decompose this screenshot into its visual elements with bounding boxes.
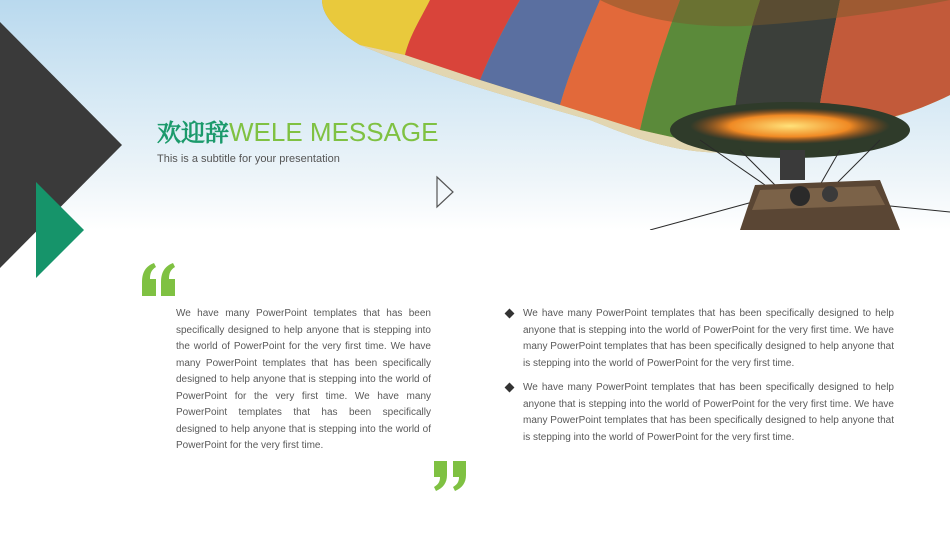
open-quote-icon (140, 262, 178, 298)
page-subtitle: This is a subtitle for your presentation (157, 153, 340, 165)
close-quote-icon (432, 460, 470, 492)
list-item (505, 380, 894, 446)
diamond-bullet-icon (505, 309, 515, 319)
title-english: WELE MESSAGE (229, 117, 439, 147)
decorative-triangles (0, 0, 130, 290)
hot-air-balloon-banner (0, 0, 950, 230)
list-item-text: We have many PowerPoint templates that has been specifically designed to help anyone that is stepping into the world of PowerPoint for the very first time. We have many PowerPoint templates that has been specifically designed to help anyone that is stepping into the world of PowerPoint for the very first time. (523, 308, 894, 369)
list-item (505, 306, 894, 372)
page-title (157, 116, 439, 149)
diamond-bullet-icon (505, 383, 515, 393)
play-outline-icon (435, 175, 455, 209)
list-item-text: We have many PowerPoint templates that has been specifically designed to help anyone that is stepping into the world of PowerPoint for the very first time. We have many PowerPoint templates that has been specifically designed to help anyone that is stepping into the world of PowerPoint for the very first time. (523, 382, 894, 443)
hot-air-balloon-image (0, 0, 950, 230)
bullet-list (505, 306, 894, 454)
quote-paragraph: We have many PowerPoint templates that has been specifically designed to help anyone that is stepping into the world of PowerPoint for the very first time. We have many PowerPoint templates that has been specifically designed to help anyone that is stepping into the world of PowerPoint for the very first time. We have many PowerPoint templates that has been specifically designed to help anyone that is stepping into the world of PowerPoint for the very first time. (176, 308, 431, 451)
title-chinese: 欢迎辞 (157, 119, 229, 147)
